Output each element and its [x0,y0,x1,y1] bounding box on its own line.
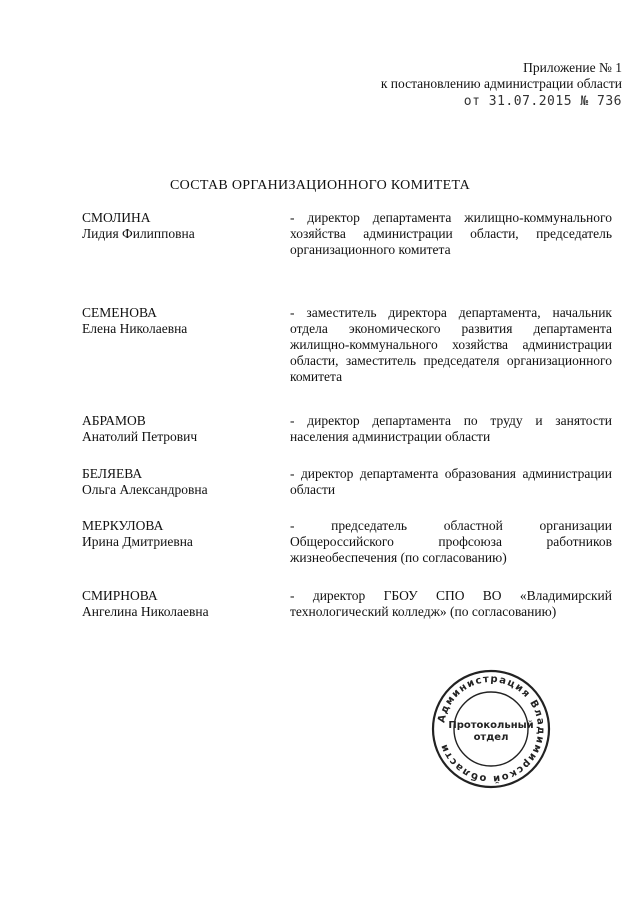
member-surname: СМИРНОВА [82,588,158,603]
decree-date-number: от 31.07.2015 № 736 [463,94,622,109]
member-role: - председатель областной организации Общероссийского профсоюза работников жизнеобеспечения (по согласованию) [290,518,612,565]
member-surname: СМОЛИНА [82,210,151,225]
appendix-reference: к постановлению администрации области [380,76,622,91]
stamp-center-text [446,720,536,744]
appendix-number: Приложение № 1 [523,60,622,75]
stamp-ring-text: Администрация Владимирской области [436,673,547,785]
member-role: - заместитель директора департамента, начальник отдела экономического развития департамента жилищно-коммунального хозяйства администрации области, заместитель председателя организационного комитета [290,305,612,384]
member-surname: СЕМЕНОВА [82,305,157,320]
member-surname: БЕЛЯЕВА [82,466,143,481]
member-role: - директор департамента образования администрации области [290,466,612,497]
member-role: - директор ГБОУ СПО ВО «Владимирский технологический колледж» (по согласованию) [290,588,612,619]
member-given-name: Анатолий Петрович [82,429,198,444]
member-name [82,466,272,498]
document-title: СОСТАВ ОРГАНИЗАЦИОННОГО КОМИТЕТА [169,178,471,193]
member-surname: МЕРКУЛОВА [82,518,164,533]
member-given-name: Лидия Филипповна [82,226,195,241]
appendix-header [381,60,622,110]
member-given-name: Ольга Александровна [82,482,208,497]
member-role: - директор департамента по труду и занятости населения администрации области [290,413,612,444]
stamp-center-line2: отдел [473,732,509,743]
member-name [82,305,272,337]
member-role: - директор департамента жилищно-коммунального хозяйства администрации области, председатель организационного комитета [290,210,612,257]
member-surname: АБРАМОВ [82,413,146,428]
member-name [82,518,272,550]
member-name [82,413,272,445]
member-name [82,588,272,620]
stamp-center-line1: Протокольный [448,720,534,731]
member-name [82,210,272,242]
member-given-name: Ангелина Николаевна [82,604,209,619]
member-given-name: Елена Николаевна [82,321,188,336]
member-given-name: Ирина Дмитриевна [82,534,193,549]
